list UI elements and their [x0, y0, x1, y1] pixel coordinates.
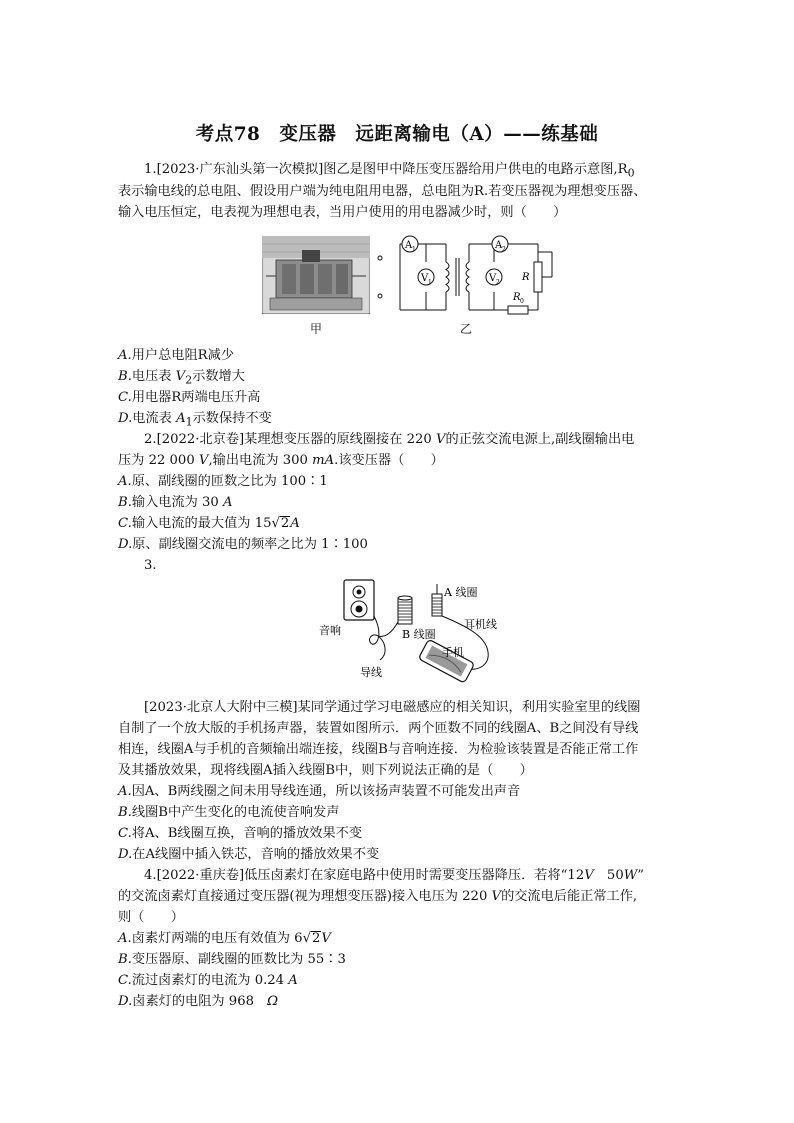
option-letter: A.	[118, 784, 132, 799]
q3-stem-line4: 及其播放效果，现将线圈A插入线圈B中，则下列说法正确的是（ ）	[118, 763, 533, 778]
voltmeter-v2-sub: 2	[496, 279, 500, 286]
unit-symbol: V	[491, 889, 502, 904]
voltmeter-v2-label: V	[489, 273, 497, 284]
option-symbol: V	[321, 931, 331, 946]
q4-stem-text: 50	[593, 868, 624, 883]
unit-symbol: W	[623, 868, 638, 883]
option-text: 用户总电阻R减少	[131, 348, 234, 363]
q4-stem-text: 4.[2022·重庆卷]低压卤素灯在家庭电路中使用时需要变压器降压．若将“12	[144, 868, 585, 883]
page-title: 考点78 变压器 远距离输电（A）——练基础	[195, 124, 599, 145]
q3-option-d	[118, 845, 379, 865]
option-text: 输入电流为 30	[131, 495, 223, 510]
option-letter: A.	[118, 931, 132, 946]
q1-option-a	[118, 346, 234, 366]
q1-stem-text1: 1.[2023·广东汕头第一次模拟]图乙是图甲中降压变压器给用户供电的电路示意图,R	[144, 162, 628, 177]
option-letter: C.	[118, 973, 132, 988]
ammeter-a1-sub: 1	[412, 246, 416, 253]
q4-option-a	[118, 929, 331, 949]
option-text: 用电器R两端电压升高	[131, 390, 261, 405]
option-letter: C.	[118, 826, 132, 841]
q4-stem-text: 的交流卤素灯直接通过变压器(视为理想变压器)接入电压为 220	[118, 889, 492, 904]
speaker-coil-figure	[316, 576, 506, 686]
q3-stem-line3: 相连，线圈A与手机的音频输出端连接，线圈B与音响连接．为检验该装置是否能正常工作	[118, 742, 639, 757]
resistor-r0-sub: 0	[520, 298, 524, 305]
transformer-photo	[262, 236, 370, 314]
q2-option-a	[118, 472, 328, 492]
q4-option-c	[118, 971, 298, 991]
q1-stem-line2: 表示输电线的总电阻、假设用户端为纯电阻用电器，总电阻为R.若变压器视为理想变压器、	[118, 184, 647, 199]
q3-option-c	[118, 824, 362, 844]
option-symbol: A	[176, 411, 186, 426]
q2-stem-text: 的正弦交流电源上,副线圈输出电	[445, 432, 635, 447]
q2-stem-text: 2.[2022·北京卷]某理想变压器的原线圈接在 220	[144, 432, 436, 447]
option-subscript: 2	[185, 373, 193, 387]
option-text: 变压器原、副线圈的匝数比为 55∶3	[131, 952, 346, 967]
q2-stem-text: ,输出电流为 300	[208, 453, 313, 468]
unit-symbol: mA	[312, 453, 335, 468]
q2-option-b	[118, 493, 233, 513]
figure-caption-jia: 甲	[310, 322, 323, 336]
voltmeter-v1-label: V	[421, 273, 429, 284]
q3-stem-line1: [2023·北京人大附中三模]某同学通过学习电磁感应的相关知识，利用实验室里的线圈	[144, 700, 641, 715]
option-letter: D.	[118, 411, 133, 426]
q3-option-b	[118, 803, 339, 823]
q4-stem-line1	[144, 866, 644, 886]
option-text: 输入电流的最大值为 15	[131, 516, 272, 531]
label-earphone-cable: 耳机线	[464, 618, 497, 631]
q2-stem-line2	[118, 451, 444, 471]
option-letter: D.	[118, 537, 133, 552]
ammeter-a2-label: A	[495, 240, 503, 251]
circuit-diagram	[376, 232, 556, 316]
option-letter: C.	[118, 390, 132, 405]
label-phone: 手机	[442, 646, 464, 659]
option-symbol: A	[223, 495, 233, 510]
option-text: 将A、B线圈互换，音响的播放效果不变	[131, 826, 363, 841]
sqrt-radicand: 2	[280, 516, 290, 531]
sqrt-sign: √	[302, 931, 311, 946]
option-text-post: 示数保持不变	[192, 411, 272, 426]
option-text: 电压表	[131, 369, 176, 384]
label-speaker: 音响	[319, 624, 341, 637]
unit-symbol: V	[436, 432, 446, 447]
resistor-r0-label: R	[513, 292, 521, 303]
sqrt-sign: √	[271, 516, 280, 531]
option-letter: B.	[118, 495, 132, 510]
label-coil-b: B 线圈	[402, 628, 436, 641]
option-symbol: A	[288, 973, 298, 988]
q4-option-b	[118, 950, 346, 970]
q1-stem-line1	[144, 160, 635, 184]
figure-caption-yi: 乙	[460, 322, 473, 336]
option-text: 卤素灯两端的电压有效值为 6	[131, 931, 303, 946]
option-text: 因A、B两线圈之间未用导线连通，所以该扬声装置不可能发出声音	[131, 784, 521, 799]
option-letter: A.	[118, 474, 132, 489]
q4-stem-line2	[118, 887, 637, 907]
resistor-r-label: R	[522, 272, 530, 283]
q2-stem-text: .该变压器（ ）	[334, 453, 444, 468]
option-letter: D.	[118, 847, 133, 862]
q3-stem-line2: 自制了一个放大版的手机扬声器，装置如图所示．两个匝数不同的线圈A、B之间没有导线	[118, 721, 639, 736]
q1-option-c	[118, 388, 260, 408]
q2-option-d	[118, 535, 368, 555]
option-subscript: 1	[185, 415, 193, 429]
option-text: 电流表	[132, 411, 177, 426]
q3-number: 3.	[144, 558, 157, 573]
option-text: 原、副线圈的匝数之比为 100∶1	[131, 474, 328, 489]
q4-stem-text: ”	[637, 868, 645, 883]
q2-stem-text: 压为 22 000	[118, 453, 199, 468]
q4-stem-line3: 则（ ）	[118, 910, 184, 925]
option-text: 流过卤素灯的电流为 0.24	[131, 973, 289, 988]
option-symbol: Ω	[267, 994, 279, 1009]
option-letter: A.	[118, 348, 132, 363]
option-symbol: A	[290, 516, 300, 531]
q4-stem-text: 的交流电后能正常工作,	[501, 889, 638, 904]
q4-option-d	[118, 992, 278, 1012]
option-text: 线圈B中产生变化的电流使音响发声	[131, 805, 340, 820]
option-letter: C.	[118, 516, 132, 531]
q1-stem-sub: 0	[627, 166, 635, 180]
option-text: 卤素灯的电阻为 968	[132, 994, 268, 1009]
q2-option-c	[118, 514, 300, 534]
option-text-post: 示数增大	[192, 369, 245, 384]
option-symbol: V	[175, 369, 186, 384]
option-letter: B.	[118, 805, 132, 820]
unit-symbol: V	[198, 453, 209, 468]
label-wire: 导线	[360, 666, 382, 679]
option-text: 在A线圈中插入铁芯，音响的播放效果不变	[132, 847, 380, 862]
option-letter: D.	[118, 994, 133, 1009]
unit-symbol: V	[584, 868, 594, 883]
sqrt-radicand: 2	[311, 931, 321, 946]
voltmeter-v1-sub: 1	[428, 279, 432, 286]
q3-option-a	[118, 782, 520, 802]
option-text: 原、副线圈交流电的频率之比为 1∶100	[132, 537, 368, 552]
q1-stem-line3: 输入电压恒定，电表视为理想电表，当用户使用的用电器减少时，则（ ）	[118, 205, 567, 220]
ammeter-a1-label: A	[405, 240, 413, 251]
option-letter: B.	[118, 369, 132, 384]
ammeter-a2-sub: 2	[502, 246, 506, 253]
q2-stem-line1	[144, 430, 634, 450]
label-coil-a: A 线圈	[444, 586, 478, 599]
option-letter: B.	[118, 952, 132, 967]
